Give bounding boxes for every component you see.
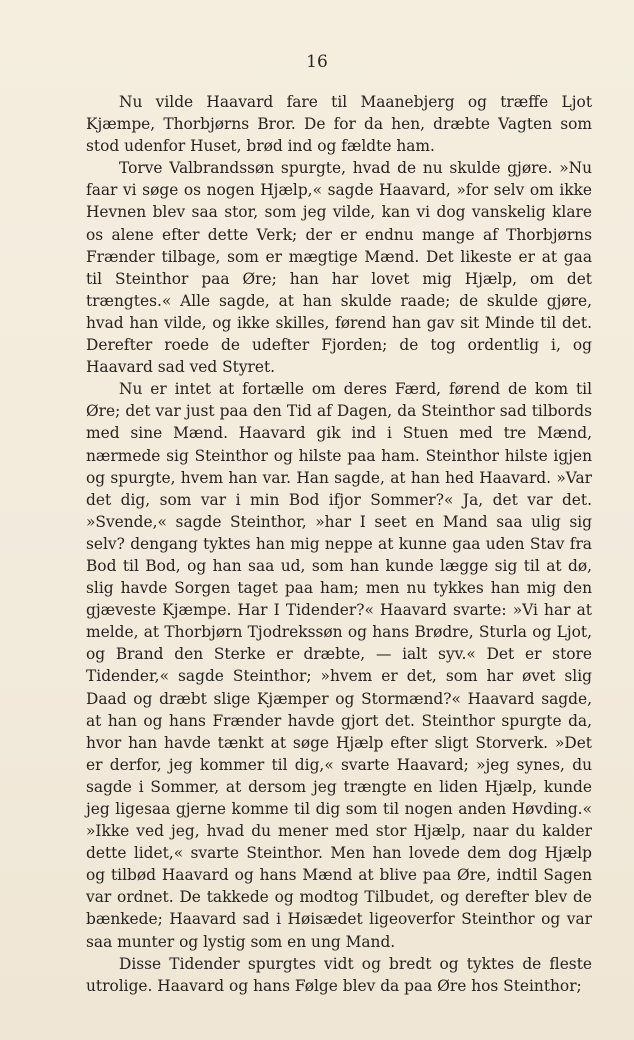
paragraph-1: Nu vilde Haavard fare til Maanebjerg og træffe Ljot Kjæmpe, Thorbjørns Bror. De for da hen, dræbte Vagten som stod udenfor Huset, brød ind og fældte ham.	[86, 93, 592, 156]
page-number: 16	[306, 52, 328, 72]
paragraph-4: Disse Tidender spurgtes vidt og bredt og tyktes de fleste utrolige. Haavard og hans Følge blev da paa Øre hos Steinthor;	[86, 954, 592, 995]
body-text	[86, 91, 592, 997]
paragraph-3: Nu er intet at fortælle om deres Færd, førend de kom til Øre; det var just paa den Tid af Dagen, da Steinthor sad tilbords med sine Mænd. Haavard gik ind i Stuen med tre Mænd, nærmede sig Steinthor og hilste paa ham. Steinthor hilste igjen og spurgte, hvem han var. Han sagde, at han hed Haavard. »Var det dig, som var i min Bod ifjor Sommer?« Ja, det var det. »Svende,« sagde Steinthor, »har I seet en Mand saa ulig sig selv? dengang tyktes han mig neppe at kunne gaa uden Stav fra Bod til Bod, og han saa ud, som han kunde lægge sig til at dø, slig havde Sorgen taget paa ham; men nu tykkes han mig den gjæveste Kjæmpe. Har I Tidender?« Haavard svarte: »Vi har at melde, at Thorbjørn Tjodrekssøn og hans Brødre, Sturla og Ljot, og Brand den Sterke er dræbte, — ialt syv.« Det er store Tidender,« sagde Steinthor; »hvem er det, som har øvet slig Daad og dræbt slige Kjæmper og Stormænd?« Haavard sagde, at han og hans Frænder havde gjort det. Steinthor spurgte da, hvor han havde tænkt at søge Hjælp efter sligt Storverk. »Det er derfor, jeg kommer til dig,« svarte Haavard; »jeg synes, du sagde i Sommer, at dersom jeg trængte en liden Hjælp, kunde jeg ligesaa gjerne komme til dig som til nogen anden Høvding.« »Ikke ved jeg, hvad du mener med stor Hjælp, naar du kalder dette lidet,« svarte Steinthor. Men han lovede dem dog Hjælp og tilbød Haavard og hans Mænd at blive paa Øre, indtil Sagen var ordnet. De takkede og modtog Tilbudet, og derefter blev de bænkede; Haavard sad i Høisædet ligeoverfor Steinthor og var saa munter og lystig som en ung Mand.	[86, 380, 592, 951]
paragraph-2: Torve Valbrandssøn spurgte, hvad de nu skulde gjøre. »Nu faar vi søge os nogen Hjælp,« sagde Haavard, »for selv om ikke Hevnen blev saa stor, som jeg vilde, kan vi dog vanskelig klare os alene efter dette Verk; der er endnu mange af Thorbjørns Frænder tilbage, som er mægtige Mænd. Det likeste er at gaa til Steinthor paa Øre; han har lovet mig Hjælp, om det trængtes.« Alle sagde, at han skulde raade; de skulde gjøre, hvad han vilde, og ikke skilles, førend han gav sit Minde til det. Derefter roede de udefter Fjorden; de tog ordentlig i, og Haavard sad ved Styret.	[86, 159, 592, 377]
